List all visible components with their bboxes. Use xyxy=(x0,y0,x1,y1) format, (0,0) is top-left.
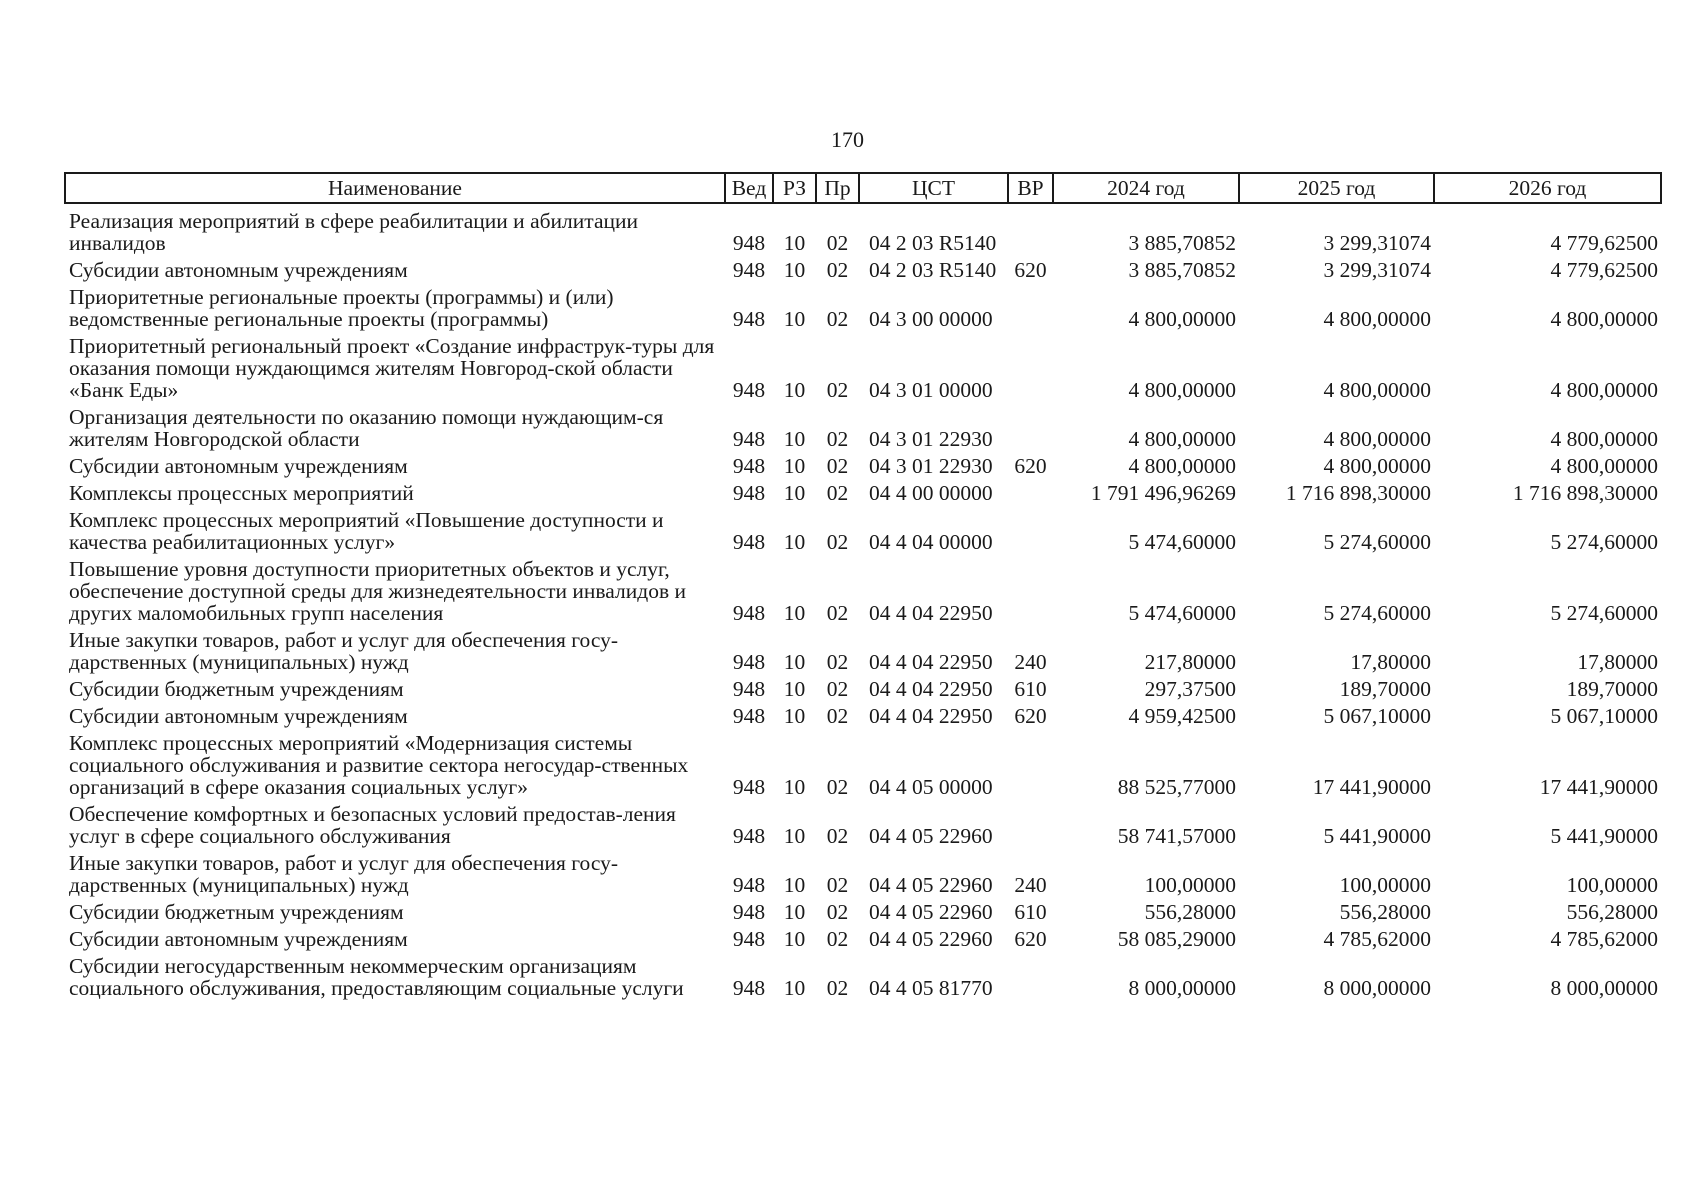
table-row xyxy=(65,850,1661,899)
cell-pr: 02 xyxy=(826,258,849,282)
cell-2026: 5 274,60000 xyxy=(1550,601,1658,625)
cell-ved: 948 xyxy=(732,530,766,554)
cell-name: Субсидии автономным учреждениям xyxy=(69,927,408,951)
cell-rz: 10 xyxy=(783,258,806,282)
cell-2025: 4 800,00000 xyxy=(1323,378,1431,402)
cell-2026: 556,28000 xyxy=(1566,900,1658,924)
cell-2025: 4 785,62000 xyxy=(1323,927,1431,951)
table-row xyxy=(65,801,1661,850)
cell-pr: 02 xyxy=(826,900,849,924)
cell-rz: 10 xyxy=(783,307,806,331)
table-row xyxy=(65,926,1661,953)
cell-cst: 04 4 04 22950 xyxy=(869,677,993,701)
cell-2025: 5 274,60000 xyxy=(1323,530,1431,554)
cell-name: Организация деятельности по оказанию помощи нуждающим-ся жителям Новгородской области xyxy=(69,405,664,451)
table-row xyxy=(65,627,1661,676)
cell-2026: 1 716 898,30000 xyxy=(1512,481,1658,505)
cell-2024: 4 800,00000 xyxy=(1128,454,1236,478)
cell-2024: 217,80000 xyxy=(1144,650,1236,674)
cell-rz: 10 xyxy=(783,927,806,951)
cell-pr: 02 xyxy=(826,378,849,402)
cell-name: Комплекс процессных мероприятий «Повышение доступности и качества реабилитационных услуг» xyxy=(69,508,664,554)
cell-2024: 88 525,77000 xyxy=(1117,775,1236,799)
cell-2026: 5 441,90000 xyxy=(1550,824,1658,848)
cell-vr xyxy=(1008,404,1053,453)
cell-ved: 948 xyxy=(732,378,766,402)
cell-ved: 948 xyxy=(732,601,766,625)
cell-2025: 100,00000 xyxy=(1339,873,1431,897)
cell-pr: 02 xyxy=(826,650,849,674)
cell-ved: 948 xyxy=(732,824,766,848)
cell-vr xyxy=(1008,284,1053,333)
cell-vr: 240 xyxy=(1014,873,1047,897)
cell-2026: 4 779,62500 xyxy=(1550,231,1658,255)
cell-cst: 04 4 05 22960 xyxy=(869,824,993,848)
cell-name: Приоритетный региональный проект «Создание инфраструк-туры для оказания помощи нуждающимся жителям Новгород-ской области «Банк Еды» xyxy=(69,334,715,402)
cell-2024: 5 474,60000 xyxy=(1128,601,1236,625)
header-ved: Вед xyxy=(725,173,773,203)
cell-2024: 8 000,00000 xyxy=(1128,976,1236,1000)
cell-name: Субсидии автономным учреждениям xyxy=(69,454,408,478)
cell-name: Приоритетные региональные проекты (программы) и (или) ведомственные региональные проекты (программы) xyxy=(69,285,614,331)
cell-vr xyxy=(1008,507,1053,556)
cell-rz: 10 xyxy=(783,231,806,255)
cell-cst: 04 4 05 22960 xyxy=(869,900,993,924)
cell-2026: 17 441,90000 xyxy=(1539,775,1658,799)
cell-pr: 02 xyxy=(826,601,849,625)
table-row xyxy=(65,676,1661,703)
cell-cst: 04 4 05 00000 xyxy=(869,775,993,799)
cell-2026: 4 800,00000 xyxy=(1550,307,1658,331)
table-row xyxy=(65,953,1661,1002)
cell-2025: 4 800,00000 xyxy=(1323,307,1431,331)
cell-rz: 10 xyxy=(783,824,806,848)
cell-2026: 5 274,60000 xyxy=(1550,530,1658,554)
cell-2025: 5 441,90000 xyxy=(1323,824,1431,848)
cell-2026: 17,80000 xyxy=(1577,650,1658,674)
cell-cst: 04 4 04 22950 xyxy=(869,601,993,625)
cell-rz: 10 xyxy=(783,900,806,924)
cell-ved: 948 xyxy=(732,307,766,331)
cell-name: Субсидии бюджетным учреждениям xyxy=(69,900,404,924)
cell-name: Комплекс процессных мероприятий «Модернизация системы социального обслуживания и развитие сектора негосудар-ственных организаций в сфере оказания социальных услуг» xyxy=(69,731,689,799)
cell-vr: 620 xyxy=(1014,927,1047,951)
cell-pr: 02 xyxy=(826,454,849,478)
cell-2025: 189,70000 xyxy=(1339,677,1431,701)
cell-2024: 4 959,42500 xyxy=(1128,704,1236,728)
cell-2024: 4 800,00000 xyxy=(1128,307,1236,331)
cell-2025: 5 067,10000 xyxy=(1323,704,1431,728)
cell-2024: 58 085,29000 xyxy=(1117,927,1236,951)
cell-2025: 3 299,31074 xyxy=(1323,231,1431,255)
cell-2024: 5 474,60000 xyxy=(1128,530,1236,554)
cell-pr: 02 xyxy=(826,307,849,331)
cell-name: Субсидии автономным учреждениям xyxy=(69,258,408,282)
cell-name: Иные закупки товаров, работ и услуг для обеспечения госу-дарственных (муниципальных) нужд xyxy=(69,851,618,897)
cell-2025: 3 299,31074 xyxy=(1323,258,1431,282)
cell-2025: 8 000,00000 xyxy=(1323,976,1431,1000)
cell-cst: 04 4 05 81770 xyxy=(869,976,993,1000)
cell-2025: 4 800,00000 xyxy=(1323,427,1431,451)
table-body xyxy=(65,203,1661,1002)
cell-2024: 3 885,70852 xyxy=(1128,258,1236,282)
cell-2026: 4 785,62000 xyxy=(1550,927,1658,951)
cell-ved: 948 xyxy=(732,427,766,451)
cell-name: Субсидии негосударственным некоммерческим организациям социального обслуживания, предоставляющим социальные услуги xyxy=(69,954,684,1000)
cell-ved: 948 xyxy=(732,677,766,701)
cell-vr xyxy=(1008,333,1053,404)
cell-cst: 04 3 00 00000 xyxy=(869,307,993,331)
header-cst: ЦСТ xyxy=(859,173,1008,203)
cell-cst: 04 2 03 R5140 xyxy=(869,258,997,282)
cell-2026: 189,70000 xyxy=(1566,677,1658,701)
cell-pr: 02 xyxy=(826,775,849,799)
cell-2024: 4 800,00000 xyxy=(1128,427,1236,451)
cell-vr xyxy=(1008,203,1053,257)
cell-2024: 3 885,70852 xyxy=(1128,231,1236,255)
cell-ved: 948 xyxy=(732,873,766,897)
cell-2025: 17 441,90000 xyxy=(1312,775,1431,799)
cell-ved: 948 xyxy=(732,258,766,282)
cell-2025: 556,28000 xyxy=(1339,900,1431,924)
cell-pr: 02 xyxy=(826,481,849,505)
cell-cst: 04 4 00 00000 xyxy=(869,481,993,505)
header-2025: 2025 год xyxy=(1239,173,1434,203)
cell-2026: 4 779,62500 xyxy=(1550,258,1658,282)
cell-pr: 02 xyxy=(826,976,849,1000)
cell-cst: 04 4 04 22950 xyxy=(869,650,993,674)
cell-vr xyxy=(1008,953,1053,1002)
table-row xyxy=(65,899,1661,926)
cell-cst: 04 3 01 22930 xyxy=(869,427,993,451)
cell-2024: 58 741,57000 xyxy=(1117,824,1236,848)
table-row xyxy=(65,730,1661,801)
cell-cst: 04 4 04 22950 xyxy=(869,704,993,728)
cell-2026: 8 000,00000 xyxy=(1550,976,1658,1000)
cell-pr: 02 xyxy=(826,677,849,701)
cell-rz: 10 xyxy=(783,677,806,701)
cell-2024: 297,37500 xyxy=(1144,677,1236,701)
table-header-row xyxy=(65,173,1661,203)
cell-vr xyxy=(1008,801,1053,850)
cell-2026: 100,00000 xyxy=(1566,873,1658,897)
cell-rz: 10 xyxy=(783,704,806,728)
cell-2025: 4 800,00000 xyxy=(1323,454,1431,478)
cell-2026: 4 800,00000 xyxy=(1550,378,1658,402)
table-row xyxy=(65,404,1661,453)
table-row xyxy=(65,703,1661,730)
cell-ved: 948 xyxy=(732,976,766,1000)
cell-2025: 5 274,60000 xyxy=(1323,601,1431,625)
cell-name: Субсидии бюджетным учреждениям xyxy=(69,677,404,701)
cell-ved: 948 xyxy=(732,231,766,255)
header-name: Наименование xyxy=(65,173,725,203)
table-row xyxy=(65,284,1661,333)
page-number: 170 xyxy=(831,127,864,152)
header-pr: Пр xyxy=(816,173,859,203)
cell-vr xyxy=(1008,730,1053,801)
cell-name: Повышение уровня доступности приоритетных объектов и услуг, обеспечение доступной среды для жизнедеятельности инвалидов и других маломобильных групп населения xyxy=(69,557,686,625)
cell-rz: 10 xyxy=(783,454,806,478)
table-row xyxy=(65,507,1661,556)
cell-2026: 4 800,00000 xyxy=(1550,454,1658,478)
cell-pr: 02 xyxy=(826,824,849,848)
cell-vr: 610 xyxy=(1014,677,1047,701)
table-row xyxy=(65,480,1661,507)
cell-vr: 620 xyxy=(1014,704,1047,728)
cell-cst: 04 4 05 22960 xyxy=(869,873,993,897)
cell-name: Иные закупки товаров, работ и услуг для обеспечения госу-дарственных (муниципальных) нужд xyxy=(69,628,618,674)
table-row xyxy=(65,556,1661,627)
cell-ved: 948 xyxy=(732,704,766,728)
cell-cst: 04 4 05 22960 xyxy=(869,927,993,951)
cell-rz: 10 xyxy=(783,427,806,451)
header-2026: 2026 год xyxy=(1434,173,1661,203)
cell-ved: 948 xyxy=(732,481,766,505)
cell-name: Обеспечение комфортных и безопасных условий предостав-ления услуг в сфере социального обслуживания xyxy=(69,802,676,848)
cell-cst: 04 3 01 22930 xyxy=(869,454,993,478)
cell-2026: 5 067,10000 xyxy=(1550,704,1658,728)
cell-cst: 04 3 01 00000 xyxy=(869,378,993,402)
cell-2024: 556,28000 xyxy=(1144,900,1236,924)
cell-rz: 10 xyxy=(783,530,806,554)
cell-rz: 10 xyxy=(783,378,806,402)
cell-2025: 17,80000 xyxy=(1350,650,1431,674)
table-row xyxy=(65,203,1661,257)
cell-name: Субсидии автономным учреждениям xyxy=(69,704,408,728)
cell-rz: 10 xyxy=(783,481,806,505)
cell-pr: 02 xyxy=(826,231,849,255)
cell-2024: 4 800,00000 xyxy=(1128,378,1236,402)
cell-rz: 10 xyxy=(783,775,806,799)
cell-vr: 610 xyxy=(1014,900,1047,924)
cell-pr: 02 xyxy=(826,704,849,728)
table-row xyxy=(65,257,1661,284)
cell-rz: 10 xyxy=(783,873,806,897)
cell-pr: 02 xyxy=(826,927,849,951)
cell-ved: 948 xyxy=(732,900,766,924)
cell-rz: 10 xyxy=(783,976,806,1000)
cell-pr: 02 xyxy=(826,530,849,554)
header-rz: РЗ xyxy=(773,173,816,203)
cell-name: Реализация мероприятий в сфере реабилитации и абилитации инвалидов xyxy=(69,209,639,255)
cell-2025: 1 716 898,30000 xyxy=(1285,481,1431,505)
cell-vr: 620 xyxy=(1014,454,1047,478)
cell-vr: 620 xyxy=(1014,258,1047,282)
cell-2024: 1 791 496,96269 xyxy=(1090,481,1236,505)
header-2024: 2024 год xyxy=(1053,173,1239,203)
table-row xyxy=(65,453,1661,480)
cell-vr xyxy=(1008,480,1053,507)
cell-name: Комплексы процессных мероприятий xyxy=(69,481,414,505)
cell-pr: 02 xyxy=(826,427,849,451)
cell-vr: 240 xyxy=(1014,650,1047,674)
cell-pr: 02 xyxy=(826,873,849,897)
cell-cst: 04 4 04 00000 xyxy=(869,530,993,554)
budget-table xyxy=(64,172,1662,1002)
cell-ved: 948 xyxy=(732,775,766,799)
cell-vr xyxy=(1008,556,1053,627)
cell-ved: 948 xyxy=(732,454,766,478)
cell-rz: 10 xyxy=(783,650,806,674)
cell-rz: 10 xyxy=(783,601,806,625)
cell-ved: 948 xyxy=(732,927,766,951)
cell-2026: 4 800,00000 xyxy=(1550,427,1658,451)
header-vr: ВР xyxy=(1008,173,1053,203)
cell-cst: 04 2 03 R5140 xyxy=(869,231,997,255)
table-row xyxy=(65,333,1661,404)
cell-2024: 100,00000 xyxy=(1144,873,1236,897)
cell-ved: 948 xyxy=(732,650,766,674)
